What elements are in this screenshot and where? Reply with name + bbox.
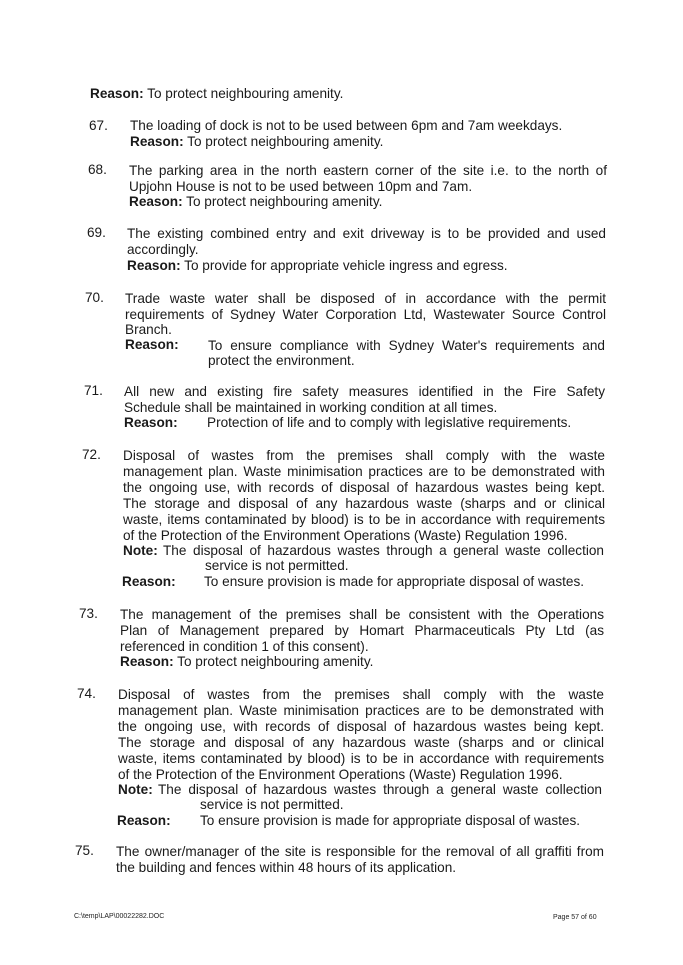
- condition-reason: [130, 134, 383, 150]
- condition-text: Disposal of wastes from the premises shall comply with the waste: [118, 687, 604, 702]
- condition-number: 71.: [84, 383, 103, 398]
- reason-label: Reason:: [125, 337, 179, 352]
- reason-text: Protection of life and to comply with legislative requirements.: [207, 415, 572, 430]
- condition-reason: [129, 194, 382, 210]
- top-reason: [90, 86, 343, 102]
- reason-label: Reason:: [117, 813, 171, 828]
- condition-text: the ongoing use, with records of disposal of hazardous wastes being kept.: [123, 480, 605, 495]
- condition-text: The storage and disposal of any hazardous waste (sharps and or clinical: [123, 496, 605, 511]
- note-text: service is not permitted.: [200, 797, 344, 812]
- condition-text: The loading of dock is not to be used between 6pm and 7am weekdays.: [130, 118, 563, 133]
- reason-text: To protect neighbouring amenity.: [187, 134, 384, 149]
- note-text: The disposal of hazardous wastes through a general waste collection: [158, 782, 602, 797]
- reason-text: To ensure compliance with Sydney Water's requirements and: [208, 338, 605, 353]
- condition-text: management plan. Waste minimisation practices are to be demonstrated with: [123, 464, 605, 479]
- reason-text: protect the environment.: [208, 353, 355, 368]
- note-label: Note:: [118, 782, 153, 797]
- condition-number: 75.: [75, 843, 94, 858]
- note-text: service is not permitted.: [205, 558, 349, 573]
- condition-text: accordingly.: [127, 242, 199, 257]
- condition-text: The management of the premises shall be consistent with the Operations: [120, 607, 604, 622]
- condition-text: Upjohn House is not to be used between 10pm and 7am.: [129, 179, 473, 194]
- condition-text: The parking area in the north eastern corner of the site i.e. to the north of: [129, 163, 607, 178]
- reason-label: Reason:: [120, 654, 174, 669]
- condition-number: 74.: [77, 686, 96, 701]
- reason-label: Reason:: [124, 415, 178, 430]
- reason-label: Reason:: [127, 258, 181, 273]
- condition-number: 72.: [82, 447, 101, 462]
- condition-number: 73.: [79, 606, 98, 621]
- condition-text: the building and fences within 48 hours of its application.: [116, 860, 457, 875]
- condition-number: 70.: [85, 290, 104, 305]
- condition-text: waste, items contaminated by blood) is to be in accordance with requirements: [118, 751, 604, 766]
- reason-label: Reason:: [122, 574, 176, 589]
- condition-number: 68.: [88, 162, 107, 177]
- condition-text: waste, items contaminated by blood) is to be in accordance with requirements: [123, 512, 605, 527]
- note-text: The disposal of hazardous wastes through a general waste collection: [163, 543, 604, 558]
- condition-text: Schedule shall be maintained in working condition at all times.: [124, 400, 498, 415]
- condition-text: of the Protection of the Environment Operations (Waste) Regulation 1996.: [118, 767, 563, 782]
- condition-text: the ongoing use, with records of disposal of hazardous wastes being kept.: [118, 719, 604, 734]
- reason-text: To ensure provision is made for appropriate disposal of wastes.: [204, 574, 585, 589]
- reason-text: To protect neighbouring amenity.: [177, 654, 374, 669]
- footer-file-path: C:\temp\LAP\00022282.DOC: [74, 913, 165, 920]
- condition-text: The existing combined entry and exit driveway is to be provided and used: [127, 226, 606, 241]
- condition-text: of the Protection of the Environment Operations (Waste) Regulation 1996.: [123, 528, 568, 543]
- reason-label: Reason:: [129, 194, 183, 209]
- condition-reason: [120, 654, 373, 670]
- footer-page-number: Page 57 of 60: [553, 914, 597, 921]
- condition-text: Disposal of wastes from the premises shall comply with the waste: [123, 448, 605, 463]
- note-label: Note:: [123, 543, 158, 558]
- condition-text: Trade waste water shall be disposed of in accordance with the permit: [125, 291, 606, 306]
- condition-text: management plan. Waste minimisation practices are to be demonstrated with: [118, 703, 604, 718]
- condition-text: requirements of Sydney Water Corporation Ltd, Wastewater Source Control: [125, 307, 606, 322]
- reason-label: Reason:: [90, 86, 144, 101]
- reason-text: To provide for appropriate vehicle ingress and egress.: [184, 258, 508, 273]
- condition-number: 67.: [89, 118, 108, 133]
- condition-text: All new and existing fire safety measures identified in the Fire Safety: [124, 384, 605, 399]
- condition-text: referenced in condition 1 of this consent).: [120, 639, 369, 654]
- condition-number: 69.: [87, 225, 106, 240]
- reason-text: To protect neighbouring amenity.: [147, 86, 344, 101]
- condition-text: Branch.: [125, 322, 172, 337]
- condition-text: The owner/manager of the site is responsible for the removal of all graffiti from: [116, 844, 604, 859]
- reason-text: To ensure provision is made for appropriate disposal of wastes.: [200, 813, 581, 828]
- condition-reason: [127, 258, 508, 274]
- condition-text: Plan of Management prepared by Homart Pharmaceuticals Pty Ltd (as: [120, 623, 604, 638]
- reason-label: Reason:: [130, 134, 184, 149]
- condition-text: The storage and disposal of any hazardous waste (sharps and or clinical: [118, 735, 604, 750]
- reason-text: To protect neighbouring amenity.: [186, 194, 383, 209]
